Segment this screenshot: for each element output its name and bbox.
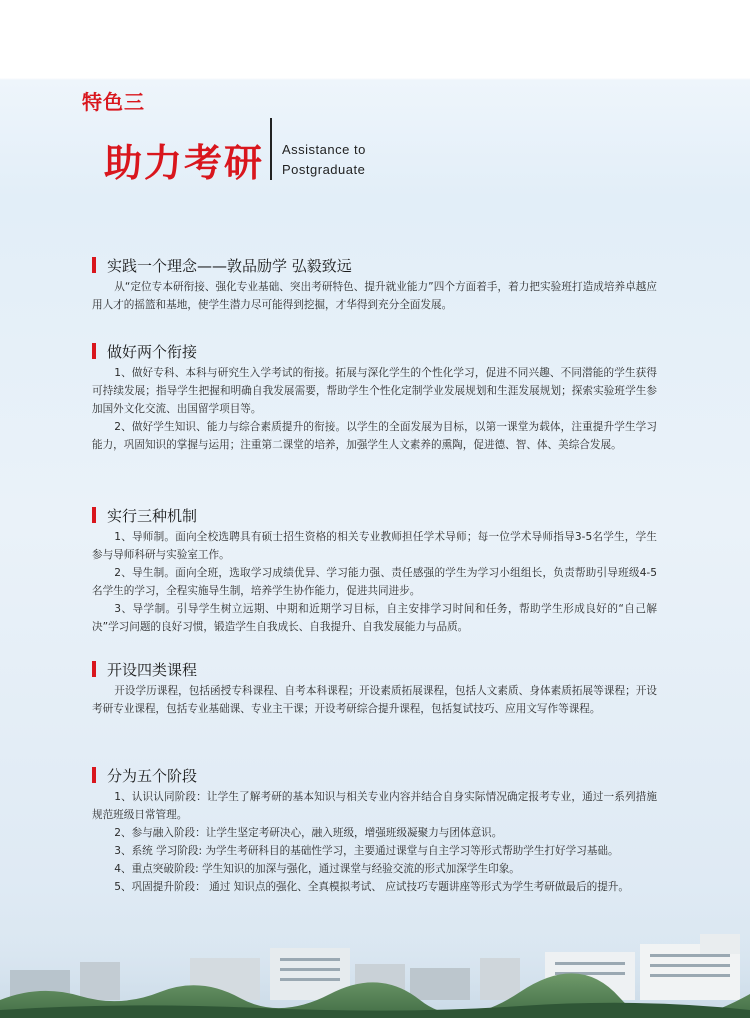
paragraph: 4、重点突破阶段: 学生知识的加深与强化，通过课堂与经验交流的形式加深学生印象。 [114,863,520,875]
section-header [92,658,657,680]
paragraph: 1、做好专科、本科与研究生入学考试的衔接。拓展与深化学生的个性化学习，促进不同兴趣、不同潜能的学生获得可持续发展；指导学生把握和明确自我发展需要，帮助学生个性化定制学业发展规划和生涯发展规划；探索实验班学生参加国外文化交流、出国留学项目等。 [92,367,657,415]
paragraph: 1、导师制。面向全校选聘具有硕士招生资格的相关专业教师担任学术导师；每一位学术导师指导3-5名学生，学生参与导师科研与实验室工作。 [92,531,657,561]
english-subtitle-line2: Postgraduate [282,162,366,177]
title-divider [270,118,272,180]
section-title: 开设四类课程 [107,660,198,679]
paragraph: 3、导学制。引导学生树立远期、中期和近期学习目标，自主安排学习时间和任务，帮助学生形成良好的“自己解决”学习问题的良好习惯，锻造学生自我成长、自我提升、自我发展能力与品质。 [92,603,657,633]
section-header [92,504,657,526]
section-four-courses [92,658,657,718]
section-two-connections [92,340,657,454]
section-philosophy [92,254,657,314]
section-title: 实行三种机制 [107,506,198,525]
section-marker [92,257,96,273]
section-three-mechanisms [92,504,657,636]
campus-skyline-image [0,918,750,1018]
section-title: 分为五个阶段 [107,766,198,785]
paragraph: 从“定位专本研衔接、强化专业基础、突出考研特色、提升就业能力”四个方面着手，着力把实验班打造成培养卓越应用人才的摇篮和基地，使学生潜力尽可能得到挖掘，才华得到充分全面发展。 [92,281,657,311]
section-marker [92,507,96,523]
feature-label: 特色三 [82,90,145,114]
section-header [92,254,657,276]
page-title: 助力考研 [104,141,265,185]
section-header [92,764,657,786]
section-title: 做好两个衔接 [107,342,198,361]
section-header [92,340,657,362]
section-marker [92,661,96,677]
section-title: 实践一个理念——敦品励学 弘毅致远 [107,256,352,275]
paragraph: 开设学历课程，包括函授专科课程、自考本科课程；开设素质拓展课程，包括人文素质、身体素质拓展等课程；开设考研专业课程，包括专业基础课、专业主干课；开设考研综合提升课程，包括复试技巧、应用文写作等课程。 [92,685,657,715]
english-subtitle [282,140,366,180]
paragraph: 2、导生制。面向全班，选取学习成绩优异、学习能力强、责任感强的学生为学习小组组长，负责帮助引导班级4-5名学生的学习，全程实施导生制，培养学生协作能力，促进共同进步。 [92,567,657,597]
section-five-stages [92,764,657,896]
paragraph: 3、系统 学习阶段: 为学生考研科目的基础性学习，主要通过课堂与自主学习等形式帮助学生打好学习基础。 [114,845,619,857]
paragraph: 5、巩固提升阶段： 通过 知识点的强化、全真模拟考试、 应试技巧专题讲座等形式为学生考研做最后的提升。 [114,881,629,893]
paragraph: 2、做好学生知识、能力与综合素质提升的衔接。以学生的全面发展为目标，以第一课堂为载体，注重提升学生学习能力，巩固知识的掌握与运用；注重第二课堂的培养，加强学生人文素养的熏陶，促进德、智、体、美综合发展。 [92,421,657,451]
paragraph: 2、参与融入阶段：让学生坚定考研决心，融入班级，增强班级凝聚力与团体意识。 [114,827,503,839]
section-marker [92,767,96,783]
paragraph: 1、认识认同阶段：让学生了解考研的基本知识与相关专业内容并结合自身实际情况确定报考专业，通过一系列措施规范班级日常管理。 [92,791,657,821]
section-marker [92,343,96,359]
english-subtitle-line1: Assistance to [282,142,366,157]
